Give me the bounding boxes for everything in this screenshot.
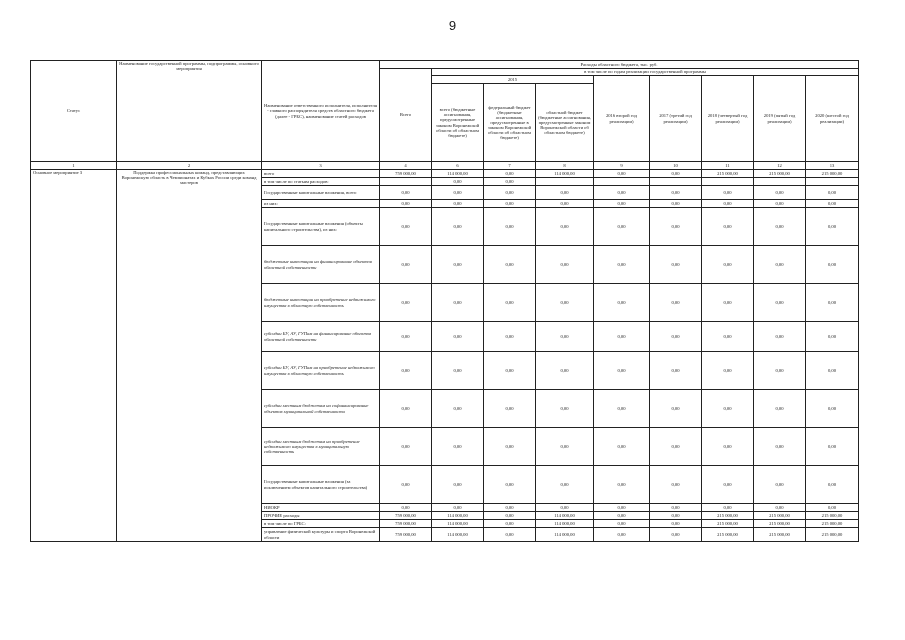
value-cell: 0,00 bbox=[806, 208, 859, 246]
value-cell: 0,00 bbox=[594, 284, 650, 322]
value-cell: 0,00 bbox=[650, 390, 702, 428]
value-cell: 0,00 bbox=[432, 322, 484, 352]
value-cell bbox=[754, 178, 806, 186]
header-by-years: в том числе по годам реализации государственной программы bbox=[432, 69, 859, 76]
value-cell: 0,00 bbox=[702, 466, 754, 504]
value-cell: 0,00 bbox=[380, 186, 432, 200]
value-cell: 114 000,00 bbox=[536, 170, 594, 178]
value-cell: 0,00 bbox=[650, 520, 702, 528]
value-cell: 0,00 bbox=[594, 504, 650, 512]
value-cell: 0,00 bbox=[650, 352, 702, 390]
expense-item-label: в том числе по ГРБС: bbox=[262, 520, 380, 528]
value-cell: 0,00 bbox=[536, 428, 594, 466]
value-cell: 0,00 bbox=[432, 246, 484, 284]
value-cell: 0,00 bbox=[380, 208, 432, 246]
value-cell: 0,00 bbox=[806, 186, 859, 200]
header-col-2018: 2018 (четвертый год реализации) bbox=[702, 76, 754, 162]
value-cell: 0,00 bbox=[380, 390, 432, 428]
expense-item-label: в том числе по статьям расходов: bbox=[262, 178, 380, 186]
header-col-regional: областной бюджет (бюджетные ассигнования, предусмотренные законом Воронежской области об областном бюджете) bbox=[536, 84, 594, 162]
value-cell bbox=[594, 178, 650, 186]
column-number-cell: 11 bbox=[702, 162, 754, 170]
expense-item-label: Государственные капитальные вложения (объекты капитального строительства), из них: bbox=[262, 208, 380, 246]
header-col-federal: федеральный бюджет (бюджетные ассигнования, предусмотренные в законом Воронежской области об областном бюджете) bbox=[484, 84, 536, 162]
value-cell: 0,00 bbox=[484, 352, 536, 390]
value-cell: 759 000,00 bbox=[380, 528, 432, 542]
value-cell: 0,00 bbox=[536, 186, 594, 200]
value-cell: 0,00 bbox=[484, 428, 536, 466]
value-cell: 215 000,00 bbox=[754, 520, 806, 528]
value-cell: 0,00 bbox=[650, 512, 702, 520]
value-cell: 0,00 bbox=[650, 246, 702, 284]
value-cell: 0,00 bbox=[380, 352, 432, 390]
value-cell: 0,00 bbox=[650, 284, 702, 322]
header-col-2017: 2017 (третий год реализации) bbox=[650, 76, 702, 162]
value-cell: 0,00 bbox=[594, 466, 650, 504]
value-cell: 0,00 bbox=[536, 504, 594, 512]
value-cell: 0,00 bbox=[754, 284, 806, 322]
value-cell: 0,00 bbox=[650, 466, 702, 504]
header-program-name: Наименование государственной программы, подпрограммы, основного мероприятия bbox=[117, 61, 262, 162]
value-cell: 0,00 bbox=[806, 428, 859, 466]
expense-item-label: субсидии БУ, АУ, ГУПам на приобретение недвижимого имущества в областную собственность bbox=[262, 352, 380, 390]
value-cell: 0,00 bbox=[754, 352, 806, 390]
value-cell: 0,00 bbox=[594, 246, 650, 284]
expense-item-label: всего bbox=[262, 170, 380, 178]
value-cell: 0,00 bbox=[754, 466, 806, 504]
value-cell: 0,00 bbox=[484, 466, 536, 504]
value-cell: 114 000,00 bbox=[432, 512, 484, 520]
value-cell: 0,00 bbox=[484, 170, 536, 178]
value-cell: 0,00 bbox=[432, 178, 484, 186]
value-cell: 0,00 bbox=[594, 170, 650, 178]
expense-item-label: субсидии местным бюджетам на софинансирование объектов муниципальной собственности bbox=[262, 390, 380, 428]
expense-item-label: из них: bbox=[262, 200, 380, 208]
activity-status: Основное мероприятие 3 bbox=[31, 170, 117, 542]
value-cell: 0,00 bbox=[806, 466, 859, 504]
column-number-cell: 12 bbox=[754, 162, 806, 170]
value-cell: 0,00 bbox=[702, 284, 754, 322]
expense-item-label: ПРОЧИЕ расходы bbox=[262, 512, 380, 520]
value-cell: 0,00 bbox=[650, 428, 702, 466]
value-cell bbox=[702, 178, 754, 186]
value-cell: 0,00 bbox=[650, 208, 702, 246]
value-cell: 0,00 bbox=[754, 186, 806, 200]
value-cell: 0,00 bbox=[380, 504, 432, 512]
value-cell: 0,00 bbox=[380, 466, 432, 504]
value-cell: 0,00 bbox=[650, 322, 702, 352]
value-cell: 0,00 bbox=[484, 186, 536, 200]
value-cell: 0,00 bbox=[484, 528, 536, 542]
expense-item-label: управление физической культуры и спорта Воронежской области bbox=[262, 528, 380, 542]
value-cell: 0,00 bbox=[650, 186, 702, 200]
value-cell: 0,00 bbox=[484, 390, 536, 428]
header-col-2020: 2020 (шестой год реализации) bbox=[806, 76, 859, 162]
column-number-cell: 7 bbox=[484, 162, 536, 170]
value-cell: 0,00 bbox=[432, 390, 484, 428]
value-cell: 0,00 bbox=[754, 246, 806, 284]
value-cell: 0,00 bbox=[432, 284, 484, 322]
value-cell bbox=[536, 178, 594, 186]
value-cell: 0,00 bbox=[650, 504, 702, 512]
column-number-cell: 1 bbox=[31, 162, 117, 170]
value-cell: 759 000,00 bbox=[380, 512, 432, 520]
value-cell: 0,00 bbox=[536, 200, 594, 208]
value-cell: 215 000,00 bbox=[702, 528, 754, 542]
value-cell: 0,00 bbox=[432, 466, 484, 504]
value-cell: 0,00 bbox=[380, 322, 432, 352]
value-cell: 0,00 bbox=[806, 390, 859, 428]
value-cell: 0,00 bbox=[380, 200, 432, 208]
value-cell: 0,00 bbox=[536, 208, 594, 246]
value-cell: 215 000,00 bbox=[702, 170, 754, 178]
value-cell: 0,00 bbox=[702, 246, 754, 284]
expense-item-label: Государственные капитальные вложения, всего bbox=[262, 186, 380, 200]
value-cell: 0,00 bbox=[806, 352, 859, 390]
value-cell: 0,00 bbox=[432, 208, 484, 246]
value-cell: 0,00 bbox=[806, 200, 859, 208]
value-cell: 215 000,00 bbox=[754, 512, 806, 520]
column-number-cell: 9 bbox=[594, 162, 650, 170]
expense-item-label: субсидии местным бюджетам на приобретение недвижимого имущества в муниципальную собственность bbox=[262, 428, 380, 466]
value-cell: 215 000,00 bbox=[754, 528, 806, 542]
column-number-cell: 3 bbox=[262, 162, 380, 170]
value-cell: 0,00 bbox=[432, 504, 484, 512]
value-cell: 0,00 bbox=[754, 428, 806, 466]
value-cell: 0,00 bbox=[484, 322, 536, 352]
value-cell: 0,00 bbox=[380, 246, 432, 284]
value-cell: 0,00 bbox=[432, 200, 484, 208]
expense-item-label: бюджетные инвестиции на приобретение недвижимого имущества в областную собственность bbox=[262, 284, 380, 322]
value-cell: 0,00 bbox=[650, 528, 702, 542]
value-cell bbox=[650, 178, 702, 186]
value-cell: 0,00 bbox=[702, 504, 754, 512]
value-cell: 0,00 bbox=[536, 246, 594, 284]
value-cell: 0,00 bbox=[702, 322, 754, 352]
value-cell: 0,00 bbox=[484, 504, 536, 512]
value-cell: 215 000,00 bbox=[806, 528, 859, 542]
value-cell: 0,00 bbox=[484, 208, 536, 246]
value-cell: 0,00 bbox=[594, 186, 650, 200]
value-cell: 0,00 bbox=[432, 428, 484, 466]
value-cell: 0,00 bbox=[754, 504, 806, 512]
header-expenses-title: Расходы областного бюджета, тыс. руб. bbox=[380, 61, 859, 69]
column-number-cell: 4 bbox=[380, 162, 432, 170]
column-numbers-row bbox=[31, 162, 859, 170]
value-cell: 0,00 bbox=[484, 512, 536, 520]
value-cell: 0,00 bbox=[754, 322, 806, 352]
value-cell: 0,00 bbox=[594, 528, 650, 542]
header-total: Всего bbox=[380, 69, 432, 162]
value-cell: 0,00 bbox=[484, 284, 536, 322]
value-cell: 0,00 bbox=[432, 186, 484, 200]
activity-name: Поддержка профессиональных команд, представляющих Воронежскую область в Чемпионатах и Кубках России среди команд мастеров bbox=[117, 170, 262, 542]
column-number-cell: 2 bbox=[117, 162, 262, 170]
value-cell: 0,00 bbox=[702, 390, 754, 428]
value-cell: 759 000,00 bbox=[380, 520, 432, 528]
value-cell: 759 000,00 bbox=[380, 170, 432, 178]
value-cell: 0,00 bbox=[806, 322, 859, 352]
value-cell: 215 000,00 bbox=[702, 520, 754, 528]
header-year-2015: 2015 bbox=[432, 76, 594, 84]
value-cell: 114 000,00 bbox=[536, 520, 594, 528]
value-cell: 0,00 bbox=[754, 200, 806, 208]
value-cell: 0,00 bbox=[380, 428, 432, 466]
expense-item-label: НИОКР bbox=[262, 504, 380, 512]
value-cell: 0,00 bbox=[806, 246, 859, 284]
value-cell: 114 000,00 bbox=[432, 528, 484, 542]
page-number: 9 bbox=[448, 18, 457, 33]
value-cell bbox=[806, 178, 859, 186]
value-cell: 0,00 bbox=[650, 170, 702, 178]
table-row bbox=[31, 170, 859, 178]
column-number-cell: 10 bbox=[650, 162, 702, 170]
value-cell: 215 000,00 bbox=[806, 170, 859, 178]
header-col-2019: 2019 (пятый год реализации) bbox=[754, 76, 806, 162]
value-cell: 0,00 bbox=[536, 284, 594, 322]
value-cell: 215 000,00 bbox=[806, 512, 859, 520]
column-number-cell: 8 bbox=[536, 162, 594, 170]
column-number-cell: 13 bbox=[806, 162, 859, 170]
value-cell: 114 000,00 bbox=[432, 170, 484, 178]
value-cell: 114 000,00 bbox=[536, 512, 594, 520]
value-cell: 0,00 bbox=[702, 352, 754, 390]
column-number-cell: 6 bbox=[432, 162, 484, 170]
value-cell: 0,00 bbox=[806, 284, 859, 322]
value-cell: 0,00 bbox=[484, 246, 536, 284]
value-cell: 0,00 bbox=[484, 200, 536, 208]
value-cell: 0,00 bbox=[484, 520, 536, 528]
value-cell: 0,00 bbox=[536, 390, 594, 428]
value-cell: 0,00 bbox=[594, 512, 650, 520]
value-cell: 0,00 bbox=[702, 208, 754, 246]
header-executor: Наименование ответственного исполнителя, исполнителя - главного распорядителя средств областного бюджета (далее - ГРБС), наименование статей расходов bbox=[262, 61, 380, 162]
value-cell: 0,00 bbox=[594, 390, 650, 428]
value-cell: 0,00 bbox=[484, 178, 536, 186]
value-cell: 0,00 bbox=[702, 428, 754, 466]
header-col-2016: 2016 второй год реализации) bbox=[594, 76, 650, 162]
value-cell: 0,00 bbox=[432, 352, 484, 390]
header-status: Статус bbox=[31, 61, 117, 162]
expense-item-label: субсидии БУ, АУ, ГУПам на финансирование объектов областной собственности bbox=[262, 322, 380, 352]
value-cell: 0,00 bbox=[594, 428, 650, 466]
expense-item-label: бюджетные инвестиции на финансирование объектов областной собственности bbox=[262, 246, 380, 284]
value-cell: 0,00 bbox=[754, 208, 806, 246]
value-cell: 0,00 bbox=[594, 352, 650, 390]
value-cell: 0,00 bbox=[536, 352, 594, 390]
value-cell: 114 000,00 bbox=[536, 528, 594, 542]
value-cell: 0,00 bbox=[594, 208, 650, 246]
value-cell: 0,00 bbox=[594, 520, 650, 528]
expense-item-label: Государственные капитальные вложения (за исключением объектов капитального строительства) bbox=[262, 466, 380, 504]
value-cell: 215 000,00 bbox=[806, 520, 859, 528]
value-cell: 215 000,00 bbox=[702, 512, 754, 520]
value-cell: 114 000,00 bbox=[432, 520, 484, 528]
value-cell: 215 000,00 bbox=[754, 170, 806, 178]
value-cell bbox=[380, 178, 432, 186]
budget-table bbox=[30, 60, 859, 542]
value-cell: 0,00 bbox=[594, 322, 650, 352]
value-cell: 0,00 bbox=[702, 200, 754, 208]
value-cell: 0,00 bbox=[754, 390, 806, 428]
value-cell: 0,00 bbox=[380, 284, 432, 322]
value-cell: 0,00 bbox=[536, 322, 594, 352]
value-cell: 0,00 bbox=[806, 504, 859, 512]
header-col-total-2015: всего (бюджетные ассигнования, предусмотренные законом Воронежской области об областном бюджете) bbox=[432, 84, 484, 162]
value-cell: 0,00 bbox=[650, 200, 702, 208]
value-cell: 0,00 bbox=[702, 186, 754, 200]
value-cell: 0,00 bbox=[536, 466, 594, 504]
value-cell: 0,00 bbox=[594, 200, 650, 208]
